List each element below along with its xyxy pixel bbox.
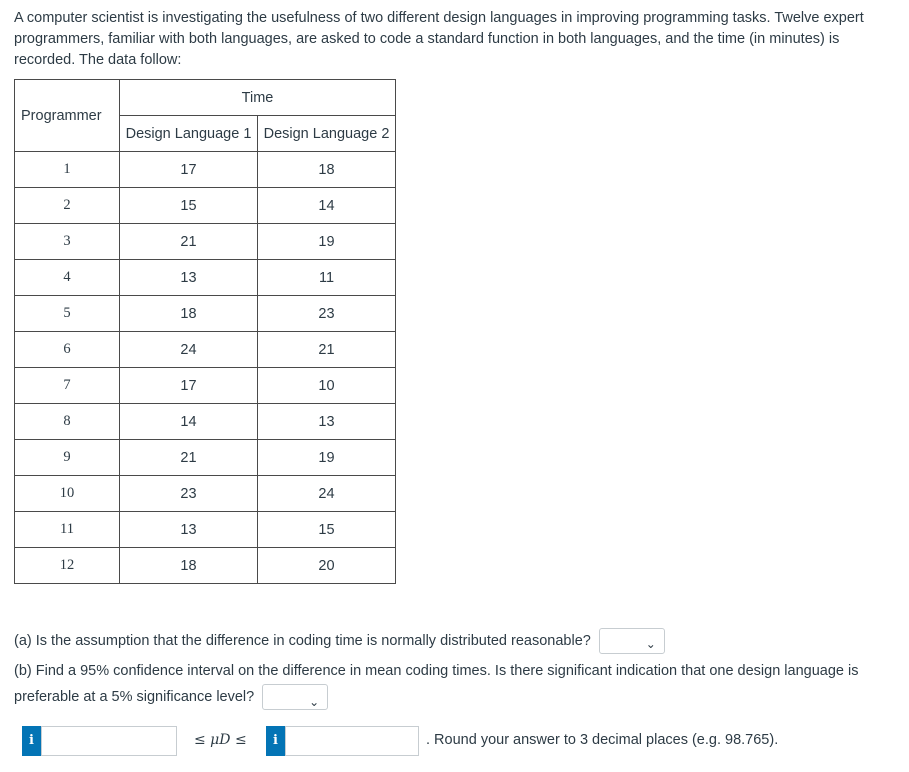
- chevron-down-icon: ⌄: [309, 695, 320, 710]
- dl1-cell: 21: [120, 440, 258, 476]
- table-row: [15, 368, 396, 404]
- table-row: [15, 512, 396, 548]
- question-b: [14, 658, 894, 710]
- programmer-cell: 10: [15, 476, 120, 512]
- question-a-text: (a) Is the assumption that the difference in coding time is normally distributed reasonable?: [14, 632, 591, 649]
- dl1-cell: 24: [120, 332, 258, 368]
- info-icon[interactable]: i: [22, 726, 41, 756]
- dl2-cell: 11: [258, 260, 396, 296]
- table-row: [15, 152, 396, 188]
- table-row: [15, 332, 396, 368]
- chevron-down-icon: ⌄: [645, 637, 656, 651]
- programmer-cell: 8: [15, 404, 120, 440]
- header-programmer: Programmer: [15, 80, 120, 152]
- dl2-cell: 20: [258, 548, 396, 584]
- table-row: [15, 260, 396, 296]
- programmer-cell: 3: [15, 224, 120, 260]
- table-row: [15, 296, 396, 332]
- intro-text: A computer scientist is investigating the usefulness of two different design languages in improving programming tasks. Twelve expert programmers, familiar with both languages, are asked to code a standard function in both languages, and the time (in minutes) is recorded. The data follow:: [14, 10, 864, 68]
- dl2-cell: 10: [258, 368, 396, 404]
- programmer-cell: 5: [15, 296, 120, 332]
- header-time: Time: [120, 80, 396, 116]
- dl1-cell: 14: [120, 404, 258, 440]
- header-design-language-2: Design Language 2: [258, 116, 396, 152]
- data-table: [14, 79, 396, 584]
- question-a-dropdown[interactable]: [599, 628, 665, 654]
- dl1-cell: 18: [120, 296, 258, 332]
- round-note: . Round your answer to 3 decimal places (e.g. 98.765).: [426, 732, 779, 748]
- programmer-cell: 9: [15, 440, 120, 476]
- programmer-cell: 2: [15, 188, 120, 224]
- programmer-cell: 12: [15, 548, 120, 584]
- upper-bound-input[interactable]: [285, 726, 419, 756]
- dl1-cell: 23: [120, 476, 258, 512]
- dl2-cell: 14: [258, 188, 396, 224]
- dl1-cell: 21: [120, 224, 258, 260]
- header-design-language-1: Design Language 1: [120, 116, 258, 152]
- question-b-text: (b) Find a 95% confidence interval on the difference in mean coding times. Is there significant indication that one design language is preferable at a 5% significance level?: [14, 663, 859, 705]
- programmer-cell: 11: [15, 512, 120, 548]
- table-row: [15, 440, 396, 476]
- dl1-cell: 18: [120, 548, 258, 584]
- confidence-interval-row: [22, 726, 892, 756]
- dl2-cell: 21: [258, 332, 396, 368]
- dl1-cell: 17: [120, 152, 258, 188]
- dl2-cell: 18: [258, 152, 396, 188]
- dl1-cell: 15: [120, 188, 258, 224]
- dl2-cell: 15: [258, 512, 396, 548]
- dl2-cell: 13: [258, 404, 396, 440]
- dl2-cell: 23: [258, 296, 396, 332]
- table-row: [15, 476, 396, 512]
- dl2-cell: 19: [258, 440, 396, 476]
- dl1-cell: 13: [120, 260, 258, 296]
- dl1-cell: 17: [120, 368, 258, 404]
- inequality-text: ≤ μD ≤: [194, 732, 247, 748]
- programmer-cell: 4: [15, 260, 120, 296]
- programmer-cell: 1: [15, 152, 120, 188]
- info-icon[interactable]: i: [266, 726, 285, 756]
- table-row: [15, 224, 396, 260]
- dl1-cell: 13: [120, 512, 258, 548]
- question-b-dropdown[interactable]: [262, 684, 328, 710]
- programmer-cell: 7: [15, 368, 120, 404]
- programmer-cell: 6: [15, 332, 120, 368]
- table-row: [15, 404, 396, 440]
- dl2-cell: 24: [258, 476, 396, 512]
- question-a: [14, 628, 665, 654]
- table-row: [15, 548, 396, 584]
- lower-bound-input[interactable]: [41, 726, 177, 756]
- dl2-cell: 19: [258, 224, 396, 260]
- table-row: [15, 188, 396, 224]
